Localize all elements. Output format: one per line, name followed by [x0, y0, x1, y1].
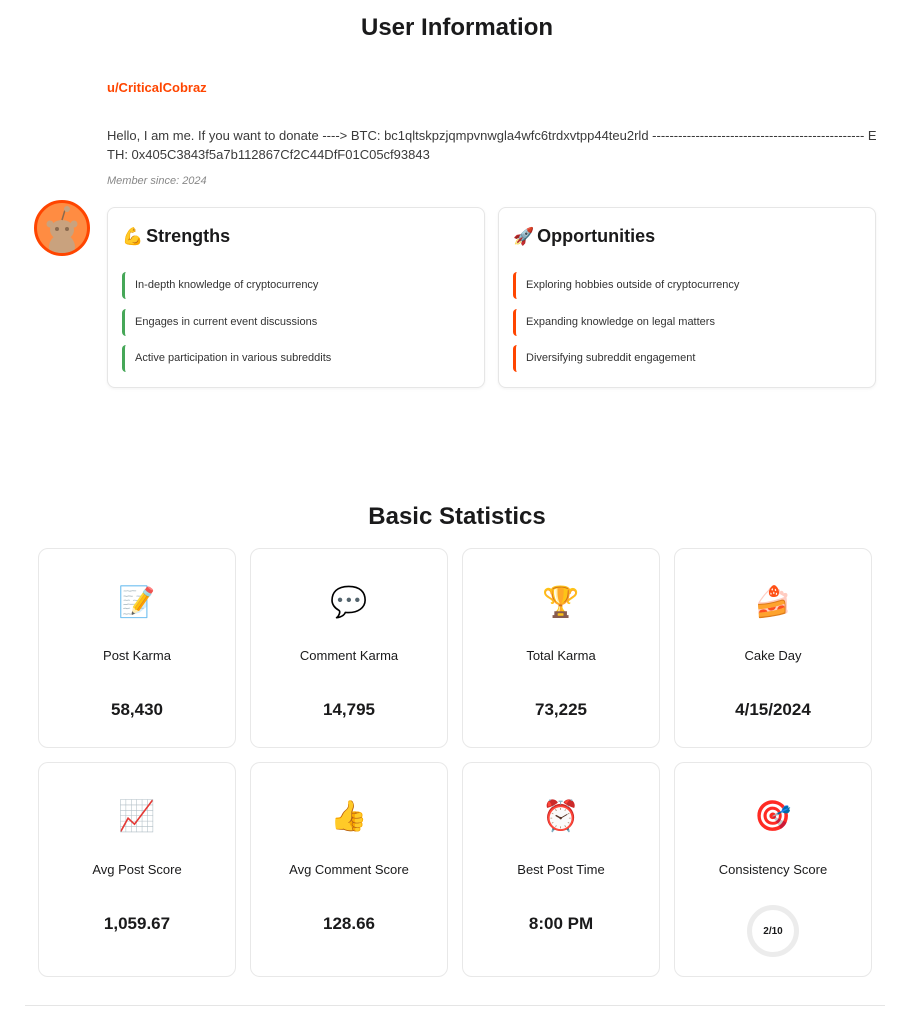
strength-item: Engages in current event discussions	[122, 309, 472, 336]
chart-increasing-icon: 📈	[118, 800, 156, 833]
member-since: Member since: 2024	[107, 175, 207, 187]
strengths-heading	[122, 226, 230, 247]
memo-icon: 📝	[118, 586, 156, 619]
stat-label: Post Karma	[103, 648, 171, 663]
stat-card-avg-post-score	[38, 762, 236, 977]
stat-card-best-post-time	[462, 762, 660, 977]
consistency-score-ring: 2/10	[747, 905, 799, 957]
stat-card-cake-day	[674, 548, 872, 748]
opportunity-item: Diversifying subreddit engagement	[513, 345, 863, 372]
username-link[interactable]: u/CriticalCobraz	[107, 80, 207, 95]
stat-label: Comment Karma	[299, 648, 399, 663]
strength-item: In-depth knowledge of cryptocurrency	[122, 272, 472, 299]
reddit-snoo-icon	[37, 203, 87, 253]
stat-card-post-karma	[38, 548, 236, 748]
stat-card-comment-karma	[250, 548, 448, 748]
page-title: User Information	[360, 14, 554, 41]
trophy-icon: 🏆	[542, 586, 580, 619]
stat-value: 58,430	[111, 700, 163, 719]
thumbs-up-icon: 👍	[330, 800, 368, 833]
stat-value: 73,225	[535, 700, 587, 719]
stat-value: 8:00 PM	[528, 914, 594, 933]
footer-divider	[25, 1005, 885, 1006]
target-icon: 🎯	[754, 800, 792, 833]
stat-value: 1,059.67	[103, 914, 171, 933]
user-bio: Hello, I am me. If you want to donate ----> BTC: bc1qltskpzjqmpvnwgla4wfc6trdxvtpp44teu2rld ------------------------------------------------- ETH: 0x405C3843f5a7b112867Cf2C44DfF01C05cf93843	[107, 128, 877, 162]
strengths-card	[107, 207, 485, 388]
stat-label: Avg Comment Score	[289, 862, 409, 877]
stat-card-consistency-score	[674, 762, 872, 977]
speech-bubble-icon: 💬	[330, 586, 368, 619]
flexed-biceps-icon: 💪	[122, 226, 144, 246]
opportunity-item: Exploring hobbies outside of cryptocurrency	[513, 272, 863, 299]
alarm-clock-icon: ⏰	[542, 800, 580, 833]
stat-label: Total Karma	[526, 648, 596, 663]
stat-value: 14,795	[323, 700, 375, 719]
avatar	[34, 200, 90, 256]
rocket-icon: 🚀	[513, 226, 535, 246]
stat-label: Best Post Time	[517, 862, 605, 877]
stat-label: Consistency Score	[718, 862, 828, 877]
cake-icon: 🍰	[754, 586, 792, 619]
opportunity-item: Expanding knowledge on legal matters	[513, 309, 863, 336]
stat-label: Avg Post Score	[92, 862, 182, 877]
opportunities-title: Opportunities	[537, 226, 656, 246]
strengths-title: Strengths	[146, 226, 231, 246]
stat-label: Cake Day	[744, 648, 802, 663]
stat-card-total-karma	[462, 548, 660, 748]
basic-statistics-title: Basic Statistics	[368, 503, 546, 530]
strength-item: Active participation in various subreddits	[122, 345, 472, 372]
opportunities-heading	[513, 226, 655, 247]
stat-card-avg-comment-score	[250, 762, 448, 977]
stat-value: 128.66	[323, 914, 375, 933]
opportunities-card	[498, 207, 876, 388]
stat-value: 4/15/2024	[735, 700, 811, 719]
